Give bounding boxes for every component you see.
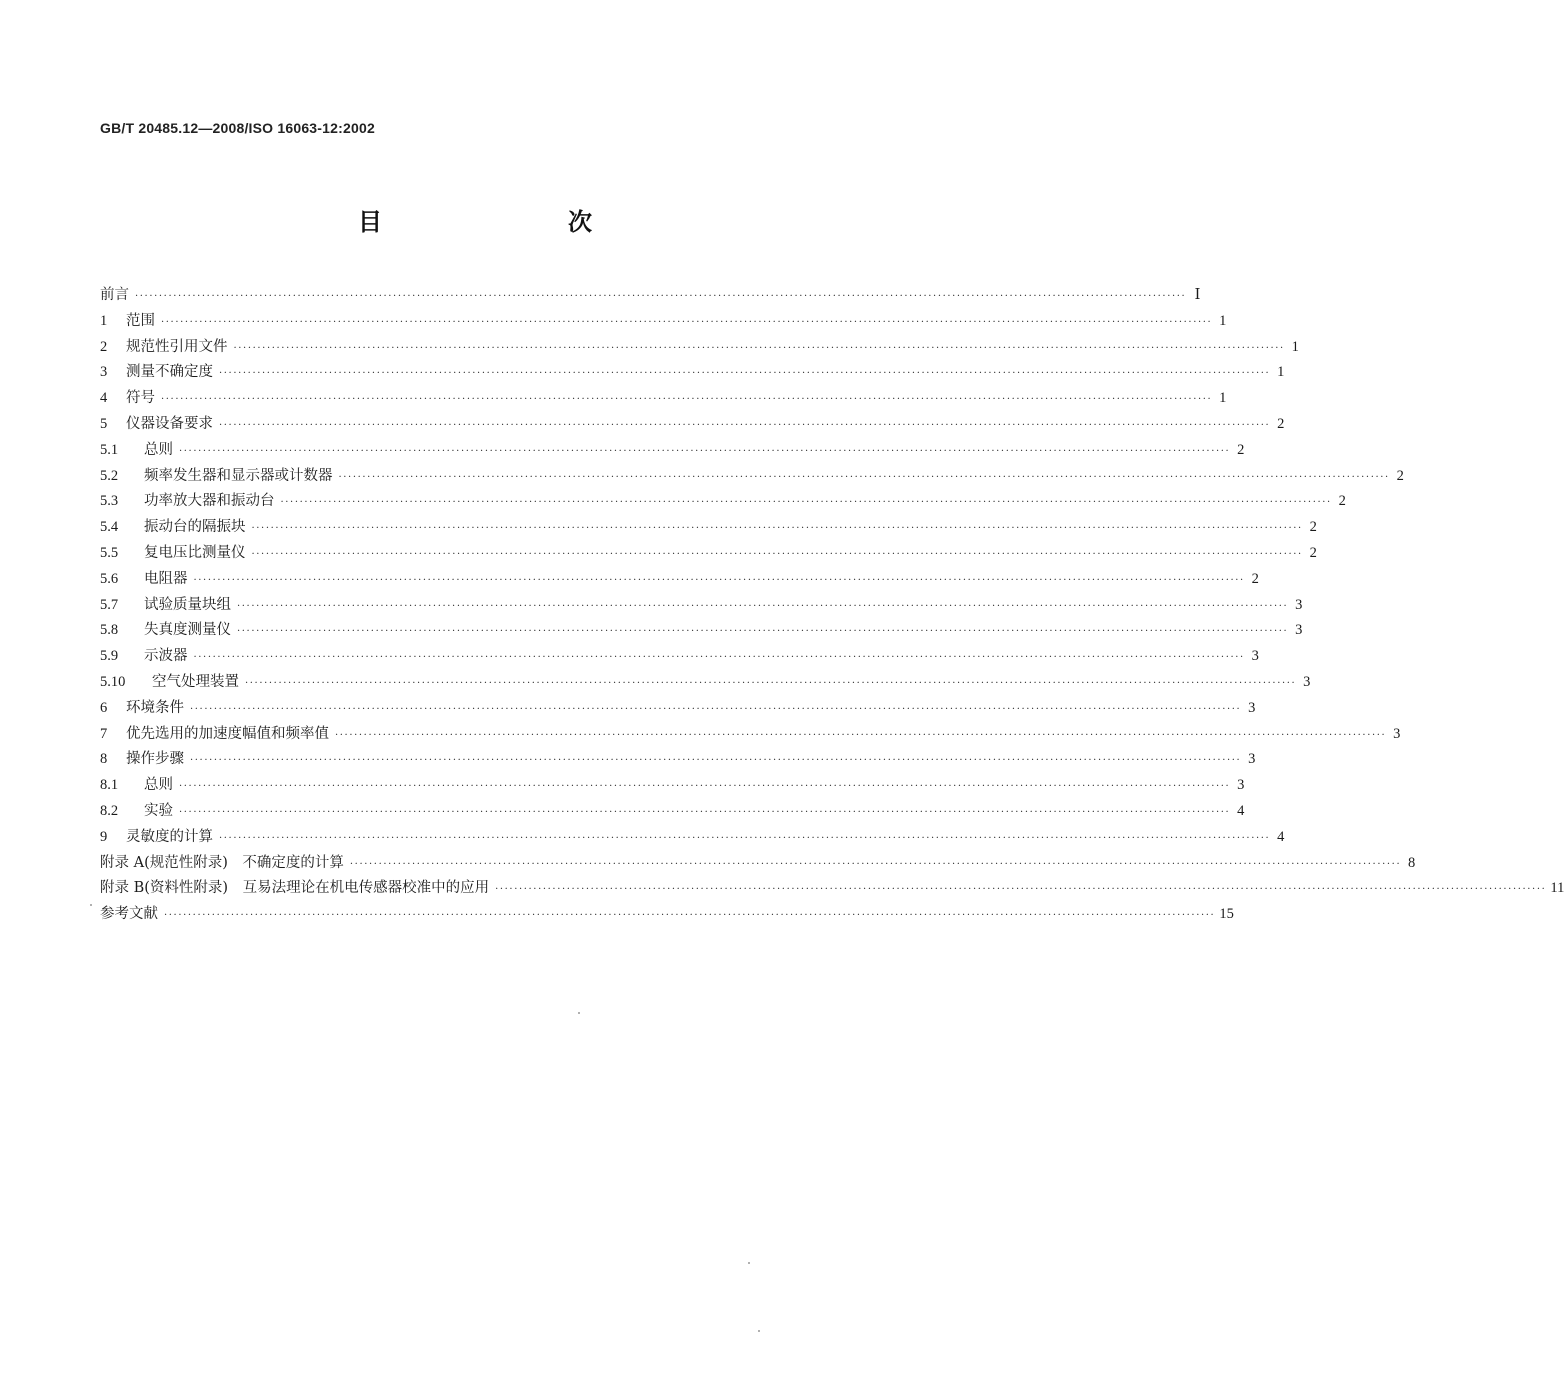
toc-entry	[100, 335, 1299, 361]
toc-entry-label: 失真度测量仪	[144, 622, 231, 639]
toc-entry-number: 5.3	[100, 493, 119, 510]
toc-leader-dots: ····························································································································································································································	[190, 703, 1242, 715]
toc-entry-label: 环境条件	[126, 699, 184, 716]
toc-entry-label: 参考文献	[100, 906, 158, 923]
toc-leader-dots: ····························································································································································································································	[179, 806, 1231, 818]
toc-entry	[100, 618, 1303, 644]
toc-leader-dots: ····························································································································································································································	[251, 523, 1303, 535]
toc-entry-page: Ⅰ	[1194, 287, 1201, 303]
toc-leader-dots: ····························································································································································································································	[338, 471, 1390, 483]
toc-leader-dots: ····························································································································································································································	[280, 497, 1332, 509]
toc-leader-dots: ····························································································································································································································	[193, 652, 1245, 664]
table-of-contents	[100, 283, 1564, 928]
toc-entry-page: 2	[1277, 415, 1285, 432]
toc-entry-number: 5.9	[100, 648, 119, 665]
toc-leader-dots: ····························································································································································································································	[233, 342, 1285, 354]
toc-entry-label: 前言	[100, 287, 129, 303]
toc-entry-number: 3	[100, 364, 108, 381]
toc-entry	[100, 696, 1256, 722]
toc-entry-label: 附录 B(资料性附录) 互易法理论在机电传感器校准中的应用	[100, 880, 490, 897]
toc-entry	[100, 825, 1285, 851]
toc-entry-label: 总则	[144, 777, 173, 794]
toc-entry-number: 4	[100, 390, 108, 407]
toc-leader-dots: ····························································································································································································································	[164, 910, 1216, 922]
toc-entry-number: 8.1	[100, 777, 119, 794]
toc-entry	[100, 747, 1256, 773]
toc-entry	[100, 386, 1227, 412]
toc-entry-page: 2	[1396, 467, 1404, 484]
toc-entry-page: 3	[1295, 622, 1303, 639]
toc-entry-page: 3	[1303, 673, 1311, 690]
toc-entry-label: 空气处理装置	[152, 673, 239, 690]
toc-leader-dots: ····························································································································································································································	[161, 394, 1213, 406]
toc-entry-label: 附录 A(规范性附录) 不确定度的计算	[100, 854, 344, 871]
toc-entry	[100, 876, 1564, 902]
toc-entry-page: 3	[1251, 648, 1259, 665]
toc-entry-number: 7	[100, 725, 108, 742]
toc-leader-dots: ····························································································································································································································	[219, 419, 1271, 431]
page-title: 目 次	[358, 207, 638, 236]
toc-entry-page: 3	[1237, 777, 1245, 794]
toc-entry-label: 灵敏度的计算	[126, 828, 213, 845]
toc-entry	[100, 851, 1416, 877]
toc-entry-number: 5.2	[100, 467, 119, 484]
toc-entry-number: 5	[100, 415, 108, 432]
toc-entry	[100, 309, 1227, 335]
toc-leader-dots: ····························································································································································································································	[190, 755, 1242, 767]
toc-entry-page: 1	[1219, 312, 1227, 329]
toc-entry	[100, 360, 1285, 386]
toc-leader-dots: ····························································································································································································································	[179, 445, 1231, 457]
toc-entry-number: 9	[100, 828, 108, 845]
toc-entry-label: 功率放大器和振动台	[144, 493, 275, 510]
toc-entry-label: 测量不确定度	[126, 364, 213, 381]
toc-entry	[100, 541, 1317, 567]
toc-entry-number: 5.10	[100, 673, 126, 690]
toc-entry-number: 5.7	[100, 596, 119, 613]
toc-entry	[100, 593, 1303, 619]
toc-entry-number: 6	[100, 699, 108, 716]
toc-entry-page: 3	[1295, 596, 1303, 613]
scan-speck	[90, 904, 92, 906]
toc-entry	[100, 670, 1311, 696]
toc-entry-label: 范围	[126, 312, 155, 329]
toc-entry-label: 操作步骤	[126, 751, 184, 768]
standard-code-header: GB/T 20485.12—2008/ISO 16063-12:2002	[100, 120, 375, 136]
toc-leader-dots: ····························································································································································································································	[161, 316, 1213, 328]
toc-entry-label: 总则	[144, 441, 173, 458]
toc-entry-number: 5.4	[100, 519, 119, 536]
toc-leader-dots: ····························································································································································································································	[237, 600, 1289, 612]
toc-entry	[100, 283, 1201, 309]
toc-entry-page: 3	[1248, 751, 1256, 768]
toc-entry-label: 示波器	[144, 648, 188, 665]
toc-entry-label: 优先选用的加速度幅值和频率值	[126, 725, 329, 742]
toc-leader-dots: ····························································································································································································································	[179, 781, 1231, 793]
scan-speck	[758, 1330, 760, 1332]
toc-leader-dots: ····························································································································································································································	[237, 626, 1289, 638]
toc-entry	[100, 489, 1346, 515]
toc-entry	[100, 902, 1234, 928]
toc-leader-dots: ····························································································································································································································	[193, 574, 1245, 586]
toc-leader-dots: ····························································································································································································································	[219, 368, 1271, 380]
toc-entry-page: 15	[1219, 906, 1234, 923]
toc-entry-page: 8	[1407, 854, 1416, 871]
toc-leader-dots: ····························································································································································································································	[135, 291, 1187, 302]
toc-entry	[100, 644, 1259, 670]
toc-leader-dots: ····························································································································································································································	[251, 548, 1303, 560]
toc-entry-page: 1	[1277, 364, 1285, 381]
toc-entry-number: 5.1	[100, 441, 119, 458]
toc-entry-label: 频率发生器和显示器或计数器	[144, 467, 333, 484]
toc-entry-page: 2	[1309, 519, 1317, 536]
toc-entry	[100, 438, 1245, 464]
toc-entry	[100, 773, 1245, 799]
toc-entry-number: 2	[100, 338, 108, 355]
toc-entry	[100, 464, 1404, 490]
toc-entry-label: 实验	[144, 802, 173, 819]
toc-entry	[100, 567, 1259, 593]
toc-entry-number: 5.6	[100, 570, 119, 587]
toc-entry-number: 5.5	[100, 544, 119, 561]
toc-entry-number: 8	[100, 751, 108, 768]
toc-entry-page: 1	[1219, 390, 1227, 407]
toc-entry-page: 3	[1393, 725, 1401, 742]
toc-entry-page: 2	[1309, 544, 1317, 561]
toc-entry-number: 8.2	[100, 802, 119, 819]
toc-entry-label: 试验质量块组	[144, 596, 231, 613]
toc-entry-page: 1	[1291, 338, 1299, 355]
toc-leader-dots: ····························································································································································································································	[349, 858, 1402, 870]
toc-entry-label: 复电压比测量仪	[144, 544, 246, 561]
toc-leader-dots: ····························································································································································································································	[219, 832, 1271, 844]
toc-entry-page: 4	[1277, 828, 1285, 845]
toc-entry-page: 2	[1237, 441, 1245, 458]
toc-entry	[100, 515, 1317, 541]
toc-entry-label: 电阻器	[144, 570, 188, 587]
toc-entry-page: 3	[1248, 699, 1256, 716]
scan-speck	[578, 1012, 580, 1014]
toc-entry	[100, 799, 1245, 825]
toc-entry-label: 符号	[126, 390, 155, 407]
toc-entry	[100, 412, 1285, 438]
toc-leader-dots: ····························································································································································································································	[495, 884, 1547, 896]
toc-leader-dots: ····························································································································································································································	[335, 729, 1387, 741]
toc-leader-dots: ····························································································································································································································	[245, 677, 1297, 689]
scan-speck	[748, 1262, 750, 1264]
toc-entry-number: 5.8	[100, 622, 119, 639]
toc-entry-number: 1	[100, 312, 108, 329]
toc-entry-page: 11	[1550, 880, 1564, 897]
toc-entry-page: 2	[1338, 493, 1346, 510]
toc-entry-label: 仪器设备要求	[126, 415, 213, 432]
toc-entry-label: 振动台的隔振块	[144, 519, 246, 536]
toc-entry-page: 2	[1251, 570, 1259, 587]
toc-entry-label: 规范性引用文件	[126, 338, 228, 355]
toc-entry-page: 4	[1237, 802, 1245, 819]
toc-entry	[100, 722, 1401, 748]
